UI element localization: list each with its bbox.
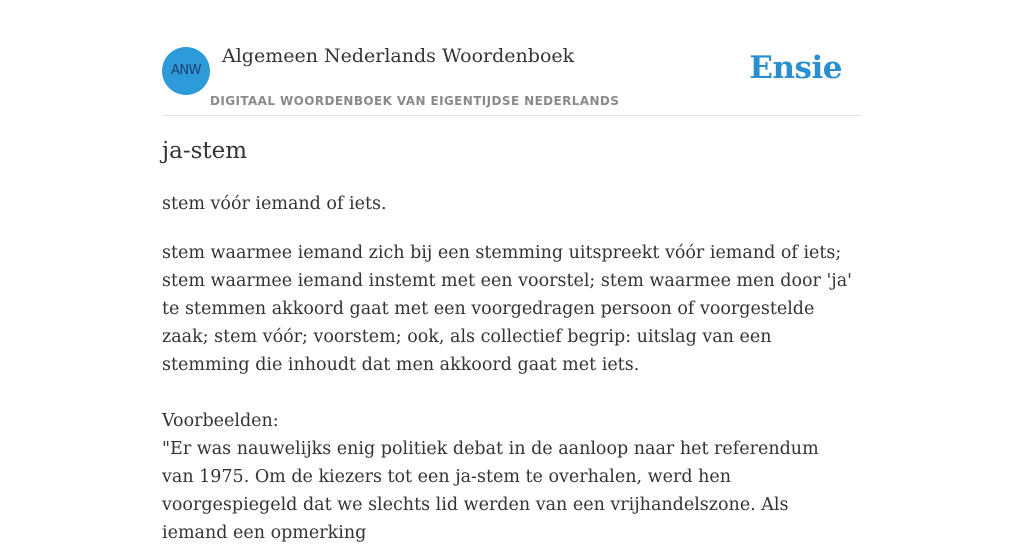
example-text: "Er was nauwelijks enig politiek debat in de aanloop naar het referendum van 1975. Om de kiezers tot een ja-stem te overhalen, werd hen voorgespiegeld dat we slechts lid werden van een vrijhandelszone. Als iemand een opmerking bbox=[162, 439, 819, 543]
examples-heading: Voorbeelden: bbox=[162, 411, 279, 431]
site-subtitle: DIGITAAL WOORDENBOEK VAN EIGENTIJDSE NEDERLANDS bbox=[210, 94, 620, 108]
anw-logo[interactable]: ANW bbox=[162, 47, 210, 95]
site-header bbox=[162, 0, 862, 116]
ensie-logo[interactable]: Ensie bbox=[749, 50, 842, 86]
site-title[interactable]: Algemeen Nederlands Woordenboek bbox=[222, 45, 575, 67]
page bbox=[162, 0, 862, 543]
long-definition: stem waarmee iemand zich bij een stemming uitspreekt vóór iemand of iets; stem waarmee iemand instemt met een voorstel; stem waarmee men door 'ja' te stemmen akkoord gaat met een voorgedragen persoon of voorgestelde zaak; stem vóór; voorstem; ook, als collectief begrip: uitslag van een stemming die inhoudt dat men akkoord gaat met iets. bbox=[162, 243, 852, 375]
entry-title: ja-stem bbox=[162, 138, 248, 164]
short-definition: stem vóór iemand of iets. bbox=[162, 194, 387, 214]
